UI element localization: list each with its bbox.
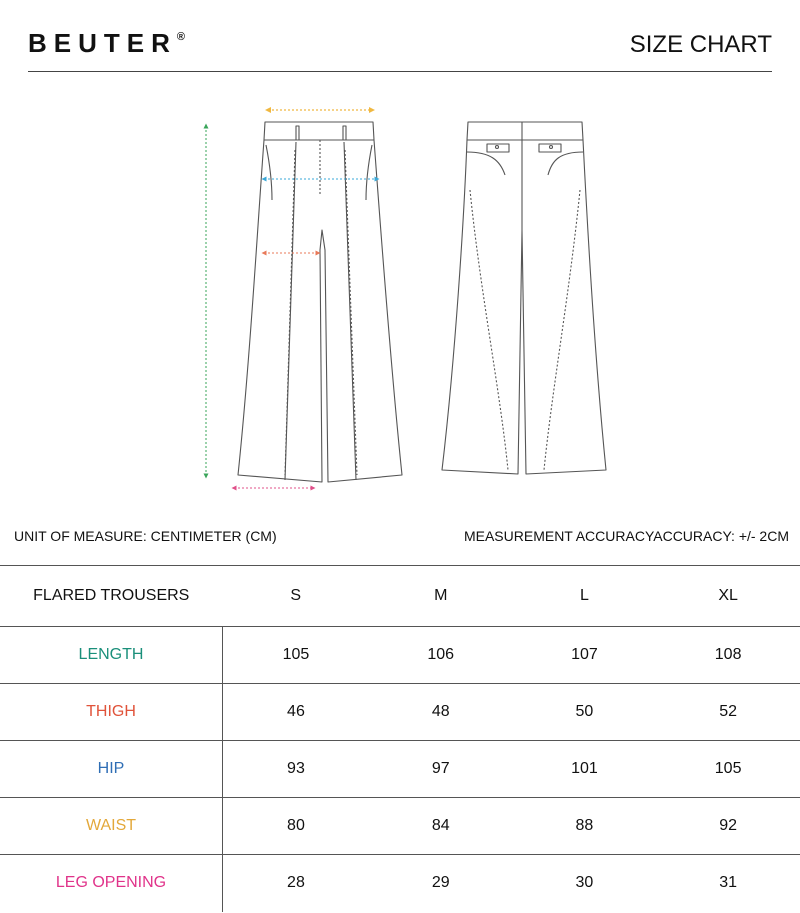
value-cell: 28 [287, 874, 305, 892]
trousers-illustration [0, 90, 800, 510]
accuracy-note: MEASUREMENT ACCURACYACCURACY: +/- 2CM [463, 528, 789, 544]
value-cell: 50 [575, 703, 594, 720]
value-cell: 30 [575, 874, 594, 892]
value-cell: 84 [431, 817, 450, 834]
row-thigh [0, 684, 800, 741]
back-view-trousers [442, 122, 606, 474]
value-cell: 52 [719, 703, 738, 720]
page-title: SIZE CHART [629, 31, 772, 58]
registered-mark: ® [176, 31, 186, 44]
size-header-row [0, 566, 800, 627]
value-cell: 31 [719, 874, 738, 892]
size-header-m: M [434, 587, 448, 604]
value-cell: 106 [427, 646, 455, 663]
front-view-trousers [238, 122, 402, 482]
size-header-xl: XL [718, 587, 738, 604]
value-cell: 48 [431, 703, 450, 720]
value-cell: 29 [431, 874, 450, 892]
value-cell: 46 [287, 703, 305, 720]
value-cell: 105 [282, 646, 310, 663]
value-cell: 101 [571, 760, 598, 777]
value-cell: 97 [431, 760, 450, 777]
value-cell: 105 [714, 760, 742, 777]
measure-label: LEG OPENING [0, 855, 223, 912]
value-cell: 93 [287, 760, 305, 777]
value-cell: 92 [719, 817, 738, 834]
size-header-s: S [290, 587, 302, 604]
value-cell: 80 [287, 817, 305, 834]
brand-name: BEUTER [28, 28, 177, 58]
value-cell: 108 [714, 646, 742, 663]
row-waist [0, 798, 800, 855]
brand-logo [28, 28, 185, 59]
header-divider [28, 71, 772, 72]
unit-of-measure-note: UNIT OF MEASURE: CENTIMETER (CM) [14, 528, 277, 544]
row-length [0, 627, 800, 684]
product-name: FLARED TROUSERS [33, 587, 190, 604]
measure-label: WAIST [0, 798, 223, 855]
measure-label: THIGH [0, 684, 223, 741]
row-leg-opening [0, 855, 800, 912]
size-table [0, 565, 800, 912]
measure-label: LENGTH [0, 627, 223, 684]
size-header-l: L [579, 587, 589, 604]
value-cell: 88 [575, 817, 594, 834]
row-hip [0, 741, 800, 798]
measure-label: HIP [0, 741, 223, 798]
value-cell: 107 [571, 646, 598, 663]
